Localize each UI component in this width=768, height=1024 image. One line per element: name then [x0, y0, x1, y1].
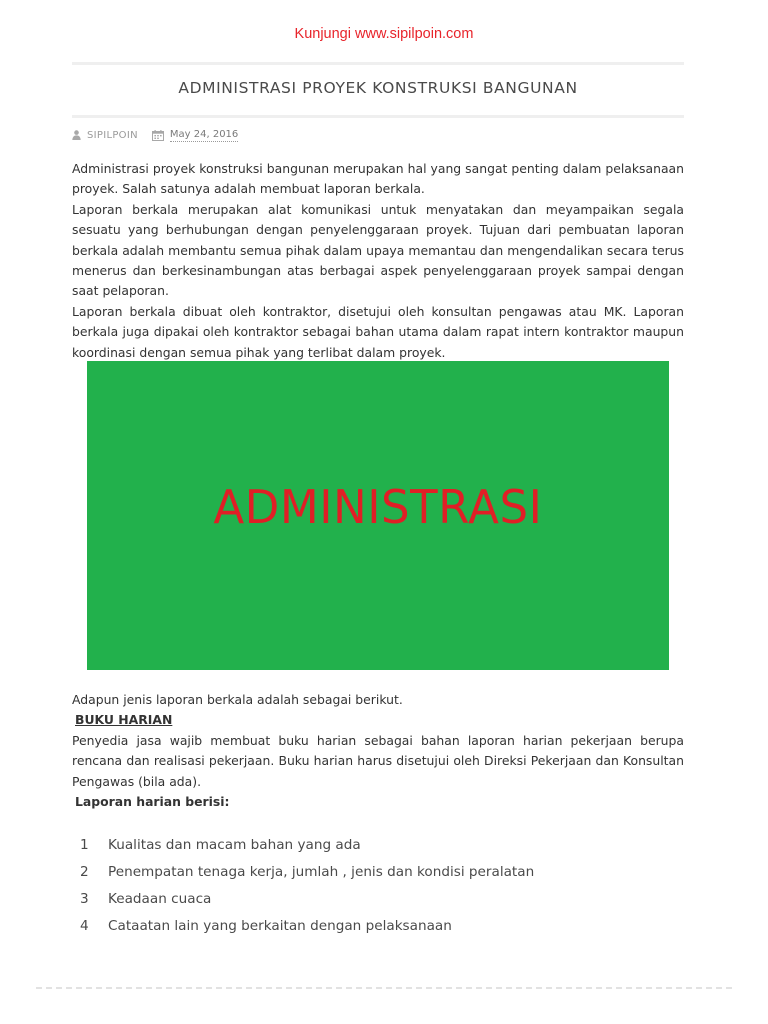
page-bottom-divider	[36, 987, 732, 989]
list-item-number: 2	[80, 863, 89, 880]
list-item	[80, 912, 680, 939]
intro-text: Adapun jenis laporan berkala adalah sebagai berikut.	[72, 692, 403, 707]
site-link[interactable]: Kunjungi www.sipilpoin.com	[294, 26, 474, 42]
list-item-number: 3	[80, 890, 89, 907]
list-item-number: 4	[80, 917, 89, 934]
list-heading: Laporan harian berisi:	[75, 794, 230, 810]
list-item-text: Cataatan lain yang berkaitan dengan pelaksanaan	[108, 917, 452, 934]
list-item-text: Kualitas dan macam bahan yang ada	[108, 836, 361, 853]
paragraph: Administrasi proyek konstruksi bangunan merupakan hal yang sangat penting dalam pelaksanaan proyek. Salah satunya adalah membuat laporan berkala.	[72, 161, 684, 197]
section-text: Penyedia jasa wajib membuat buku harian sebagai bahan laporan harian pekerjaan berupa rencana dan realisasi pekerjaan. Buku harian harus disetujui oleh Direksi Pekerjaan dan Konsultan Pengawas (bila ada).	[72, 732, 684, 789]
paragraph: Laporan berkala dibuat oleh kontraktor, disetujui oleh konsultan pengawas atau MK. Laporan berkala juga dipakai oleh kontraktor sebagai bahan utama dalam rapat intern kontraktor maupun koordinasi dengan semua pihak yang terlibat dalam proyek.	[72, 303, 684, 360]
post-date[interactable]: May 24, 2016	[169, 128, 239, 140]
list-item-number: 1	[80, 836, 89, 853]
hero-image-text: ADMINISTRASI	[213, 479, 543, 534]
list-item	[80, 885, 680, 912]
author-link[interactable]: SIPILPOIN	[87, 129, 138, 141]
user-icon	[72, 130, 81, 140]
article-body	[72, 159, 684, 363]
report-contents-list	[80, 831, 680, 939]
calendar-icon	[152, 130, 164, 141]
report-section	[72, 690, 684, 812]
post-meta	[72, 128, 238, 142]
list-item-text: Keadaan cuaca	[108, 890, 212, 907]
divider-top	[72, 62, 684, 65]
list-item	[80, 858, 680, 885]
divider-bottom	[72, 115, 684, 118]
article-title: ADMINISTRASI PROYEK KONSTRUKSI BANGUNAN	[178, 79, 578, 97]
section-heading: BUKU HARIAN	[75, 712, 173, 728]
list-item-text: Penempatan tenaga kerja, jumlah , jenis dan kondisi peralatan	[108, 863, 535, 880]
list-item	[80, 831, 680, 858]
hero-image	[87, 361, 669, 670]
paragraph: Laporan berkala merupakan alat komunikasi untuk menyatakan dan meyampaikan segala sesuatu yang berhubungan dengan penyelenggaraan proyek. Tujuan dari pembuatan laporan berkala adalah membantu semua pihak dalam upaya memantau dan mengendalikan secara terus menerus dan berkesinambungan atas berbagai aspek penyelenggaraan proyek sampai dengan saat pelaporan.	[72, 201, 684, 299]
